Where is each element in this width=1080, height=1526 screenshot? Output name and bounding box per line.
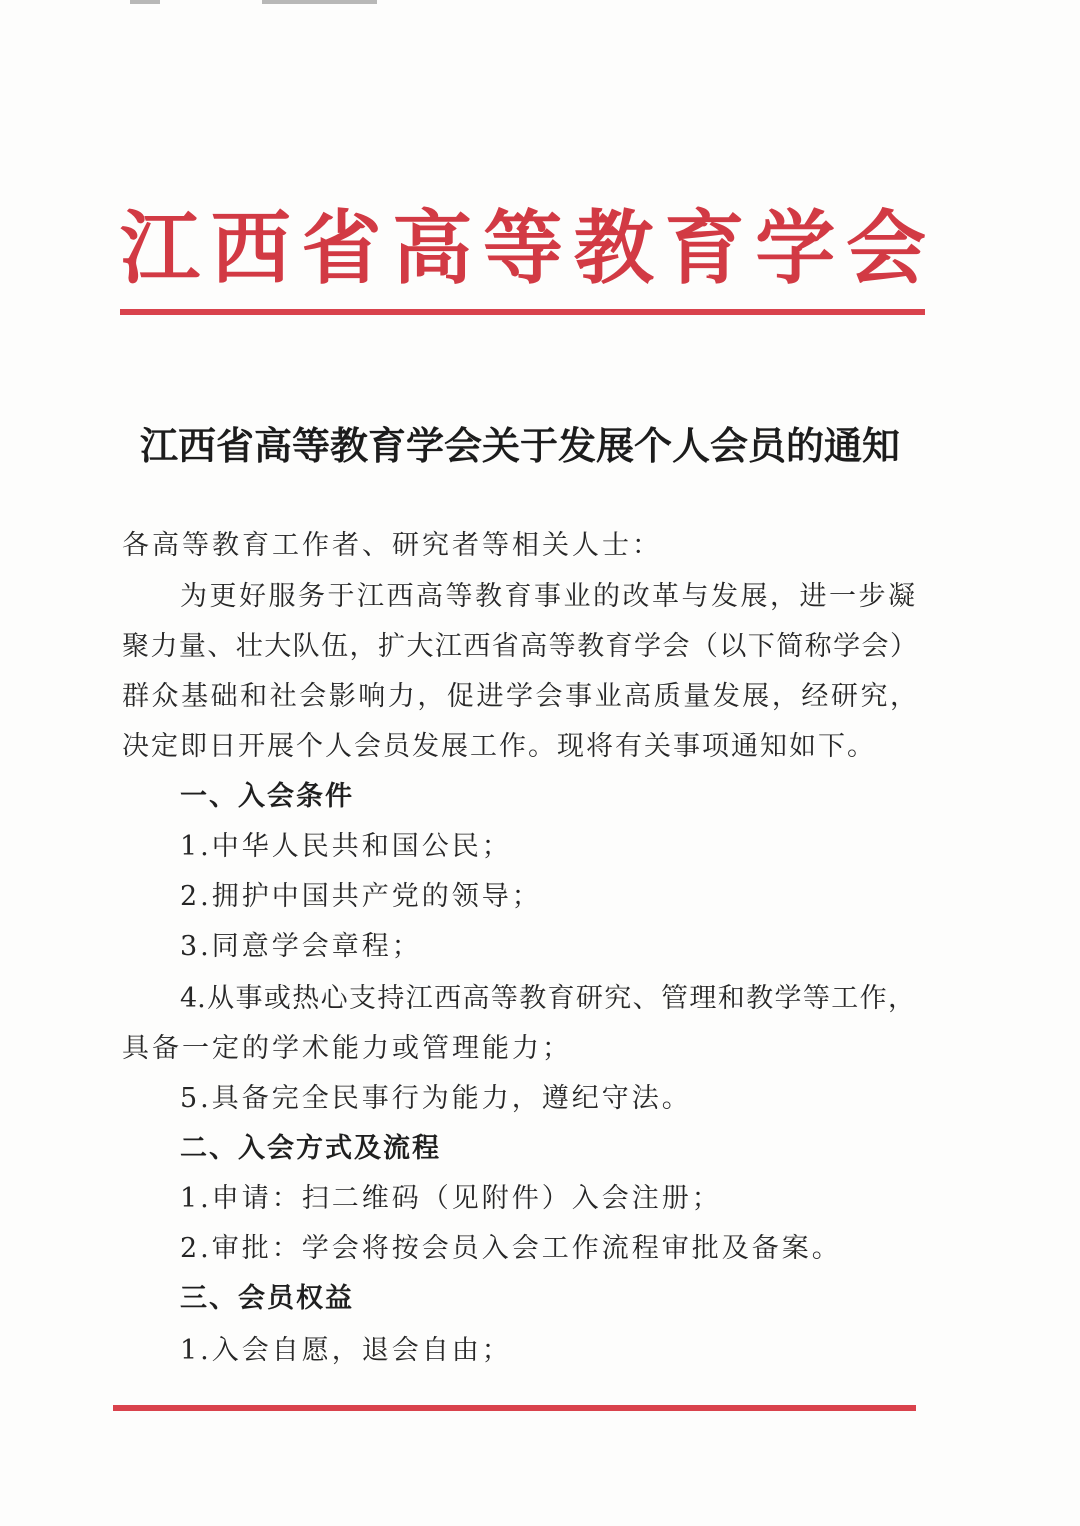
list-item: 1.申请：扫二维码（见附件）入会注册； — [180, 1183, 722, 1214]
section-heading: 二、入会方式及流程 — [180, 1133, 441, 1164]
letterhead-org-name: 江西省高等教育学会 — [120, 201, 926, 295]
list-item: 2.拥护中国共产党的领导； — [180, 881, 542, 912]
intro-line: 为更好服务于江西高等教育事业的改革与发展，进一步凝 — [180, 581, 915, 612]
footer-red-rule — [113, 1405, 916, 1411]
section-heading: 三、会员权益 — [180, 1283, 354, 1314]
salutation: 各高等教育工作者、研究者等相关人士： — [122, 530, 662, 561]
list-item-continuation: 具备一定的学术能力或管理能力； — [122, 1033, 572, 1064]
scan-artifact — [130, 0, 160, 4]
list-item: 1.入会自愿，退会自由； — [180, 1335, 512, 1366]
list-item: 3.同意学会章程； — [180, 931, 422, 962]
list-item: 5.具备完全民事行为能力，遵纪守法。 — [180, 1083, 692, 1114]
intro-line: 群众基础和社会影响力，促进学会事业高质量发展，经研究， — [122, 681, 917, 712]
list-item: 1.中华人民共和国公民； — [180, 831, 512, 862]
letterhead-red-rule — [120, 309, 925, 315]
scan-artifact — [262, 0, 377, 4]
document-title: 江西省高等教育学会关于发展个人会员的通知 — [139, 423, 900, 468]
section-heading: 一、入会条件 — [180, 781, 354, 812]
list-item: 4.从事或热心支持江西高等教育研究、管理和教学等工作， — [180, 983, 915, 1014]
intro-line: 决定即日开展个人会员发展工作。现将有关事项通知如下。 — [122, 731, 876, 762]
intro-line: 聚力量、壮大队伍，扩大江西省高等教育学会（以下简称学会） — [122, 631, 917, 662]
list-item: 2.审批：学会将按会员入会工作流程审批及备案。 — [180, 1233, 842, 1264]
